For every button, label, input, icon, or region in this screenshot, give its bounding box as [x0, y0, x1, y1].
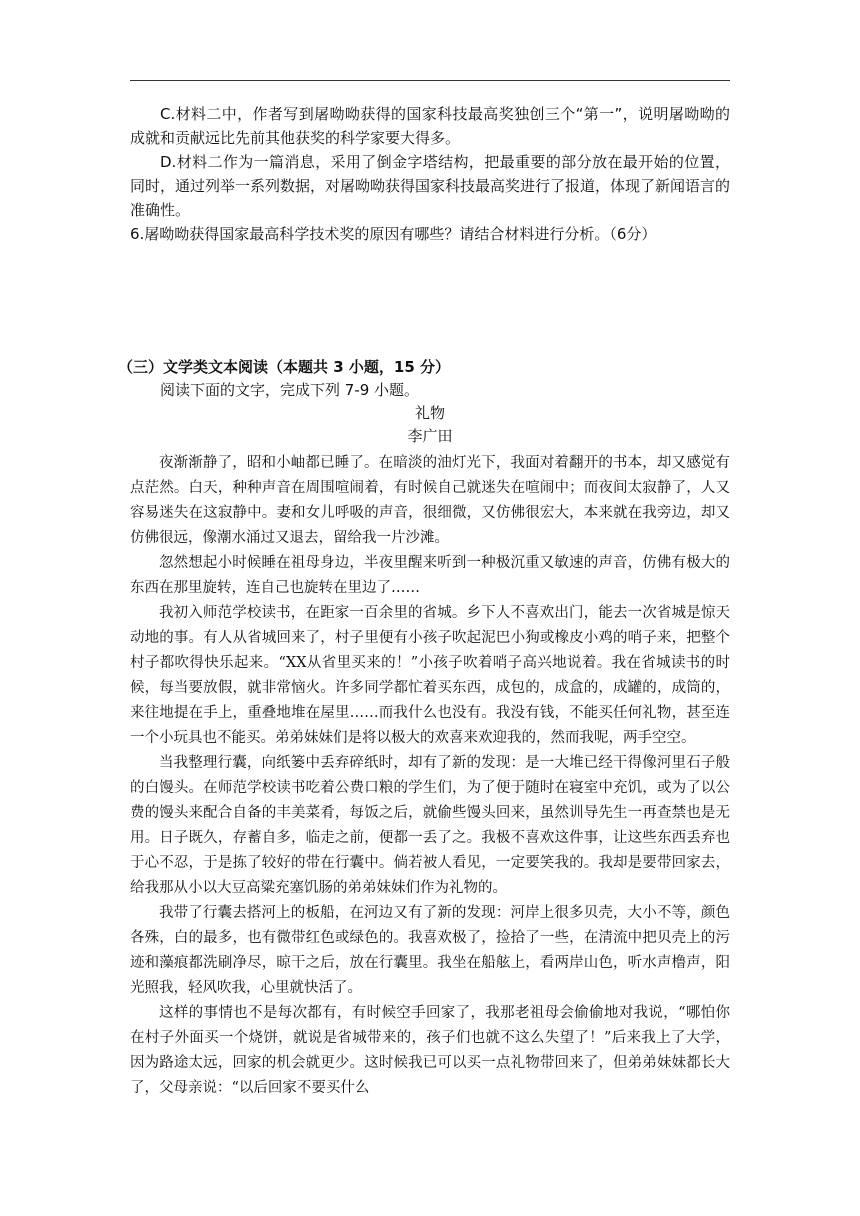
- option-c-text: C.材料二中，作者写到屠呦呦获得的国家科技最高奖独创三个“第一”，说明屠呦呦的成就和贡献远比先前其他获奖的科学家要大得多。: [130, 105, 730, 147]
- section-instruction: [130, 378, 730, 402]
- question-6: [130, 222, 730, 246]
- article-paragraph-5: 我带了行囊去搭河上的板船，在河边又有了新的发现：河岸上很多贝壳，大小不等，颜色各殊，白的最多，也有微带红色或绿色的。我喜欢极了，捡拾了一些，在清流中把贝壳上的污迹和藻痕都洗刷净尽，晾干之后，放在行囊里。我坐在船舷上，看两岸山色，听水声橹声，阳光照我，轻风吹我，心里就快活了。: [130, 905, 730, 996]
- article-paragraph-2: 忽然想起小时候睡在祖母身边，半夜里醒来听到一种极沉重又敏速的声音，仿佛有极大的东西在那里旋转，连自己也旋转在里边了……: [130, 555, 730, 596]
- article-author-text: 李广田: [407, 427, 453, 445]
- article-paragraph-3: 我初入师范学校读书，在距家一百余里的省城。乡下人不喜欢出门，能去一次省城是惊天动地的事。有人从省城回来了，村子里便有小孩子吹起泥巴小狗或橡皮小鸡的哨子来，把整个村子都吹得快乐起来。“XX从省里买来的！”小孩子吹着哨子高兴地说着。我在省城读书的时候，每当要放假，就非常恼火。许多同学都忙着买东西，成包的，成盒的，成罐的，成筒的，来往地提在手上，重叠地堆在屋里……而我什么也没有。我没有钱，不能买任何礼物，甚至连一个小玩具也不能买。弟弟妹妹们是将以极大的欢喜来欢迎我的，然而我呢，两手空空。: [130, 605, 730, 746]
- article-paragraph-4: 当我整理行囊，向纸篓中丢弃碎纸时，却有了新的发现：是一大堆已经干得像河里石子般的白馒头。在师范学校读书吃着公费口粮的学生们，为了便于随时在寝室中充饥，或为了以公费的馒头来配合自备的丰美菜肴，每饭之后，就偷些馒头回来，虽然训导先生一再查禁也是无用。日子既久，存蓄自多，临走之前，便都一丢了之。我极不喜欢这件事，让这些东西丢弃也于心不忍，于是拣了较好的带在行囊中。倘若被人看见，一定要笑我的。我却是要带回家去，给我那从小以大豆高粱充塞饥肠的弟弟妹妹们作为礼物的。: [130, 755, 730, 896]
- article-author: [130, 424, 730, 448]
- question-6-text: 6.屠呦呦获得国家最高科学技术奖的原因有哪些？请结合材料进行分析。（6分）: [130, 225, 657, 243]
- option-d-text: D.材料二作为一篇消息，采用了倒金字塔结构，把最重要的部分放在最开始的位置，同时，通过列举一系列数据，对屠呦呦获得国家科技最高奖进行了报道，体现了新闻语言的准确性。: [130, 153, 731, 219]
- article-body: [130, 451, 730, 1101]
- article-paragraph-1: 夜渐渐静了，昭和小岫都已睡了。在暗淡的油灯光下，我面对着翻开的书本，却又感觉有点茫然。白天，种种声音在周围喧闹着，有时候自己就迷失在喧闹中；而夜间太寂静了，人又容易迷失在这寂静中。妻和女儿呼吸的声音，很细微，又仿佛很宏大，本来就在我旁边，却又仿佛很远，像潮水涌过又退去，留给我一片沙滩。: [130, 455, 730, 546]
- section-heading: [118, 355, 730, 379]
- option-c: [130, 102, 730, 150]
- header-rule: [130, 80, 730, 81]
- article-title: [130, 401, 730, 425]
- section-instruction-text: 阅读下面的文字，完成下列 7-9 小题。: [160, 381, 420, 399]
- article-paragraph-6: 这样的事情也不是每次都有，有时候空手回家了，我那老祖母会偷偷地对我说，“哪怕你在村子外面买一个烧饼，就说是省城带来的，孩子们也就不这么失望了！”后来我上了大学，因为路途太远，回家的机会就更少。这时候我已可以买一点礼物带回来了，但弟弟妹妹都长大了，父母亲说：“以后回家不要买什么: [130, 1005, 730, 1096]
- section-heading-text: （三）文学类文本阅读（本题共 3 小题，15 分）: [118, 358, 450, 376]
- option-d: [130, 150, 730, 222]
- article-title-text: 礼物: [414, 404, 445, 422]
